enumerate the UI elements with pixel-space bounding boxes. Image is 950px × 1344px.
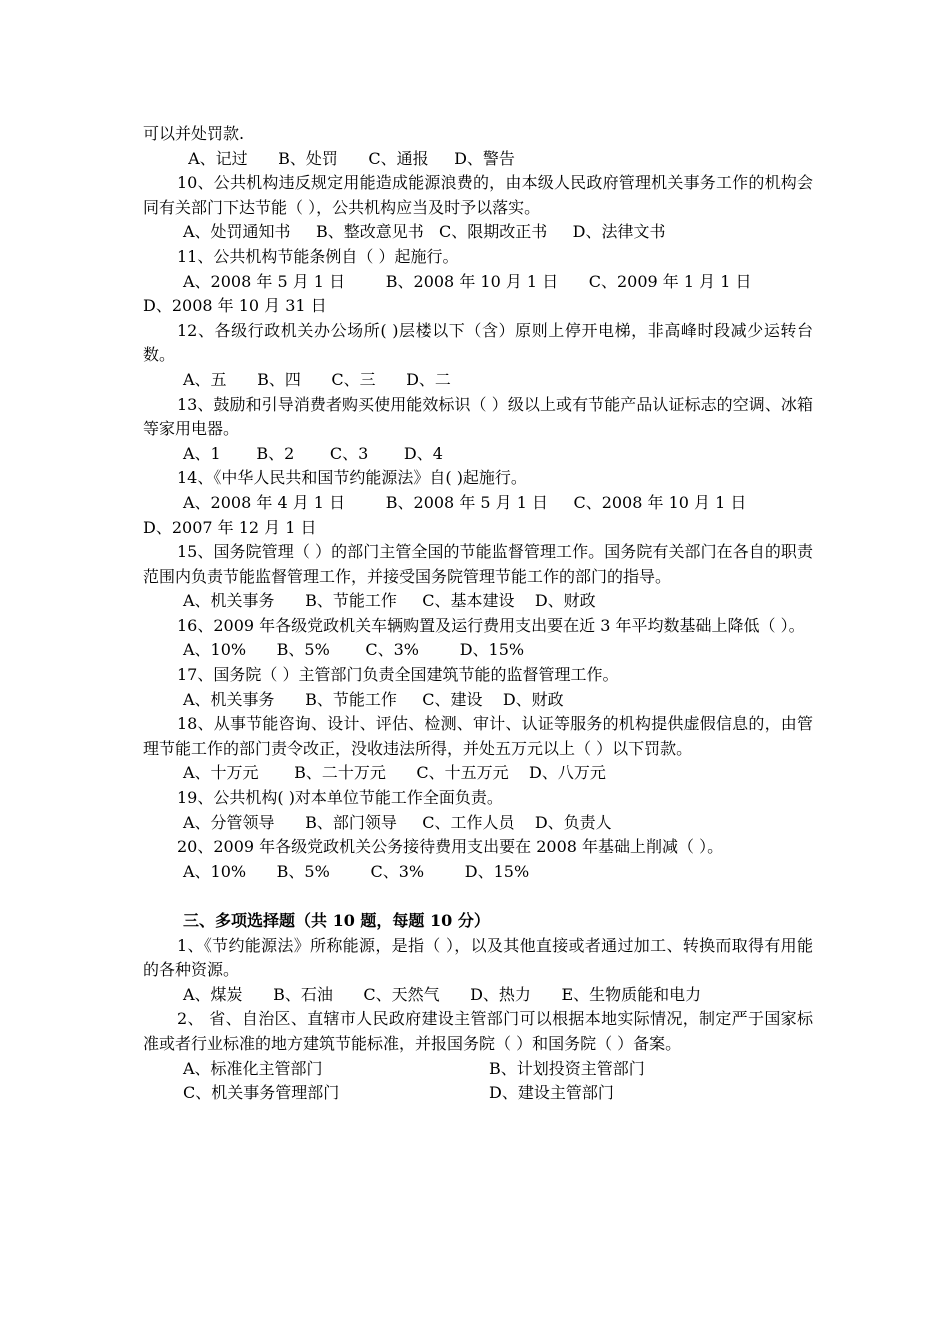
multi-question-2: 2、 省、自治区、直辖市人民政府建设主管部门可以根据本地实际情况，制定严于国家标准或者行业标准的地方建筑节能标准，并报国务院（ ）和国务院（ ）备案。 bbox=[143, 1009, 813, 1053]
option-d: D、建设主管部门 bbox=[489, 1083, 614, 1103]
section-heading: 三、多项选择题（共 10 题，每题 10 分） bbox=[183, 911, 490, 930]
question-14: 14、《中华人民共和国节约能源法》自( )起施行。 bbox=[177, 468, 527, 488]
options-18: A、十万元 B、二十万元 C、十五万元 D、八万元 bbox=[183, 763, 606, 783]
option-a: A、标准化主管部门 bbox=[183, 1058, 323, 1078]
multi-question-1: 1、《节约能源法》所称能源，是指（ ），以及其他直接或者通过加工、转换而取得有用能的各种资源。 bbox=[143, 935, 813, 980]
options-14: A、2008 年 4 月 1 日 B、2008 年 5 月 1 日 C、2008 年 10 月 1 日 bbox=[183, 492, 747, 512]
multi-options-2-row1 bbox=[143, 1057, 813, 1082]
text-line: 可以并处罚款. bbox=[143, 124, 245, 143]
options-14-cont: D、2007 年 12 月 1 日 bbox=[143, 517, 317, 537]
options-16: A、10% B、5% C、3% D、15% bbox=[183, 640, 525, 660]
options-11: A、2008 年 5 月 1 日 B、2008 年 10 月 1 日 C、2009 年 1 月 1 日 bbox=[183, 271, 752, 291]
options-11-cont: D、2008 年 10 月 31 日 bbox=[143, 296, 327, 316]
question-18: 18、从事节能咨询、设计、评估、检测、审计、认证等服务的机构提供虚假信息的，由管理节能工作的部门责令改正，没收违法所得，并处五万元以上（ ）以下罚款。 bbox=[143, 714, 813, 758]
options-15: A、机关事务 B、节能工作 C、基本建设 D、财政 bbox=[183, 591, 596, 611]
options-19: A、分管领导 B、部门领导 C、工作人员 D、负责人 bbox=[183, 812, 612, 832]
multi-options-1: A、煤炭 B、石油 C、天然气 D、热力 E、生物质能和电力 bbox=[183, 984, 702, 1004]
spacer bbox=[143, 884, 813, 909]
options-17: A、机关事务 B、节能工作 C、建设 D、财政 bbox=[183, 689, 564, 709]
question-10: 10、公共机构违反规定用能造成能源浪费的，由本级人民政府管理机关事务工作的机构会同有关部门下达节能（ ），公共机构应当及时予以落实。 bbox=[143, 173, 813, 217]
question-15: 15、国务院管理（ ）的部门主管全国的节能监督管理工作。国务院有关部门在各自的职责范围内负责节能监督管理工作，并接受国务院管理节能工作的部门的指导。 bbox=[143, 542, 813, 586]
option-c: C、机关事务管理部门 bbox=[183, 1083, 340, 1103]
question-13: 13、鼓励和引导消费者购买使用能效标识（ ）级以上或有节能产品认证标志的空调、冰箱等家用电器。 bbox=[143, 394, 813, 439]
options-10: A、处罚通知书 B、整改意见书 C、限期改正书 D、法律文书 bbox=[183, 222, 666, 242]
question-12: 12、各级行政机关办公场所( )层楼以下（含）原则上停开电梯，非高峰时段减少运转台数。 bbox=[143, 320, 813, 365]
options-20: A、10% B、5% C、3% D、15% bbox=[183, 861, 530, 881]
options-13: A、1 B、2 C、3 D、4 bbox=[183, 443, 443, 463]
document-page bbox=[143, 122, 813, 1106]
question-11: 11、公共机构节能条例自（ ）起施行。 bbox=[177, 246, 459, 266]
options-line: A、记过 B、处罚 C、通报 D、警告 bbox=[183, 148, 515, 168]
question-19: 19、公共机构( )对本单位节能工作全面负责。 bbox=[177, 788, 503, 808]
options-12: A、五 B、四 C、三 D、二 bbox=[183, 369, 451, 389]
question-17: 17、国务院（ ）主管部门负责全国建筑节能的监督管理工作。 bbox=[177, 665, 619, 685]
multi-options-2-row2 bbox=[143, 1081, 813, 1106]
question-16: 16、2009 年各级党政机关车辆购置及运行费用支出要在近 3 年平均数基础上降低（ ）。 bbox=[177, 615, 805, 635]
option-b: B、计划投资主管部门 bbox=[489, 1058, 645, 1078]
question-20: 20、2009 年各级党政机关公务接待费用支出要在 2008 年基础上削减（ ）。 bbox=[177, 837, 724, 857]
